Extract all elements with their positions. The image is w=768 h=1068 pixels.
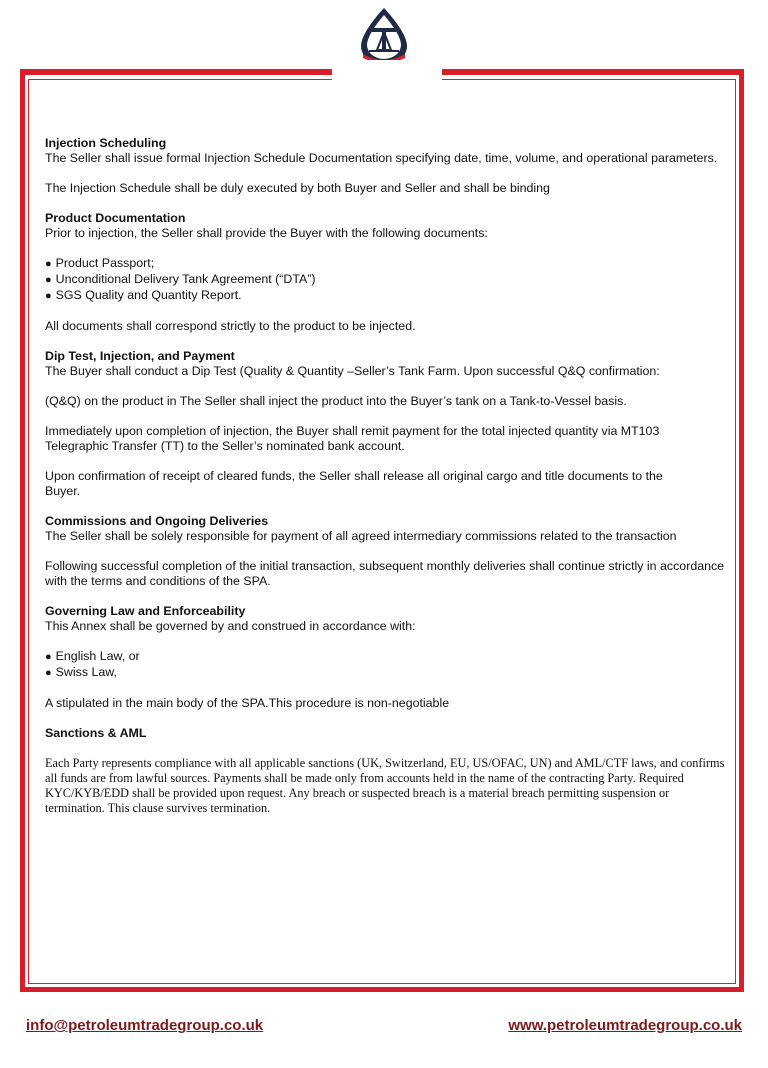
footer-email-link[interactable]: info@petroleumtradegroup.co.uk bbox=[26, 1017, 264, 1034]
section-heading: Commissions and Ongoing Deliveries bbox=[45, 514, 269, 528]
border-gap bbox=[332, 60, 442, 82]
paragraph: Upon confirmation of receipt of cleared funds, the Seller shall release all original cargo and title documents to the Buyer. bbox=[45, 469, 663, 498]
list-item: ● SGS Quality and Quantity Report. bbox=[45, 288, 725, 304]
paragraph: Prior to injection, the Seller shall provide the Buyer with the following documents: bbox=[45, 226, 488, 240]
section-commissions bbox=[45, 514, 725, 589]
paragraph: The Seller shall issue formal Injection Schedule Documentation specifying date, time, volume, and operational parameters. bbox=[45, 151, 718, 165]
section-product-documentation bbox=[45, 211, 725, 334]
document-body bbox=[45, 136, 725, 828]
bullet-list bbox=[45, 256, 725, 304]
footer-website-link[interactable]: www.petroleumtradegroup.co.uk bbox=[508, 1017, 742, 1034]
paragraph: This Annex shall be governed by and construed in accordance with: bbox=[45, 619, 416, 633]
list-item: ● Unconditional Delivery Tank Agreement (“DTA”) bbox=[45, 272, 725, 288]
list-item: ● Swiss Law, bbox=[45, 665, 725, 681]
section-heading: Injection Scheduling bbox=[45, 136, 167, 150]
company-logo-icon bbox=[355, 6, 413, 66]
section-sanctions-aml bbox=[45, 726, 725, 816]
list-item: ● English Law, or bbox=[45, 649, 725, 665]
paragraph: The Injection Schedule shall be duly executed by both Buyer and Seller and shall be binding bbox=[45, 181, 550, 195]
section-heading: Dip Test, Injection, and Payment bbox=[45, 349, 235, 363]
section-heading: Sanctions & AML bbox=[45, 726, 147, 740]
list-item: ● Product Passport; bbox=[45, 256, 725, 272]
paragraph: Immediately upon completion of injection, the Buyer shall remit payment for the total injected quantity via MT103 Telegraphic Transfer (TT) to the Seller’s nominated bank account. bbox=[45, 424, 660, 453]
paragraph: A stipulated in the main body of the SPA.This procedure is non-negotiable bbox=[45, 696, 450, 710]
paragraph: All documents shall correspond strictly to the product to be injected. bbox=[45, 319, 416, 333]
paragraph: The Buyer shall conduct a Dip Test (Quality & Quantity –Seller’s Tank Farm. Upon successful Q&Q confirmation: bbox=[45, 364, 660, 378]
paragraph: The Seller shall be solely responsible for payment of all agreed intermediary commissions related to the transaction bbox=[45, 529, 677, 543]
paragraph: (Q&Q) on the product in The Seller shall inject the product into the Buyer’s tank on a Tank-to-Vessel basis. bbox=[45, 394, 627, 408]
section-governing-law bbox=[45, 604, 725, 711]
section-injection-scheduling bbox=[45, 136, 725, 196]
bullet-list bbox=[45, 649, 725, 681]
paragraph: Each Party represents compliance with all applicable sanctions (UK, Switzerland, EU, US/OFAC, UN) and AML/CTF laws, and confirms all funds are from lawful sources. Payments shall be made only from accounts held in the name of the contracting Party. Required KYC/KYB/EDD shall be provided upon request. Any breach or suspected breach is a material breach permitting suspension or termination. This clause survives termination. bbox=[45, 756, 725, 815]
section-heading: Product Documentation bbox=[45, 211, 186, 225]
section-dip-test bbox=[45, 349, 725, 499]
paragraph: Following successful completion of the initial transaction, subsequent monthly deliveries shall continue strictly in accordance with the terms and conditions of the SPA. bbox=[45, 559, 725, 588]
section-heading: Governing Law and Enforceability bbox=[45, 604, 246, 618]
